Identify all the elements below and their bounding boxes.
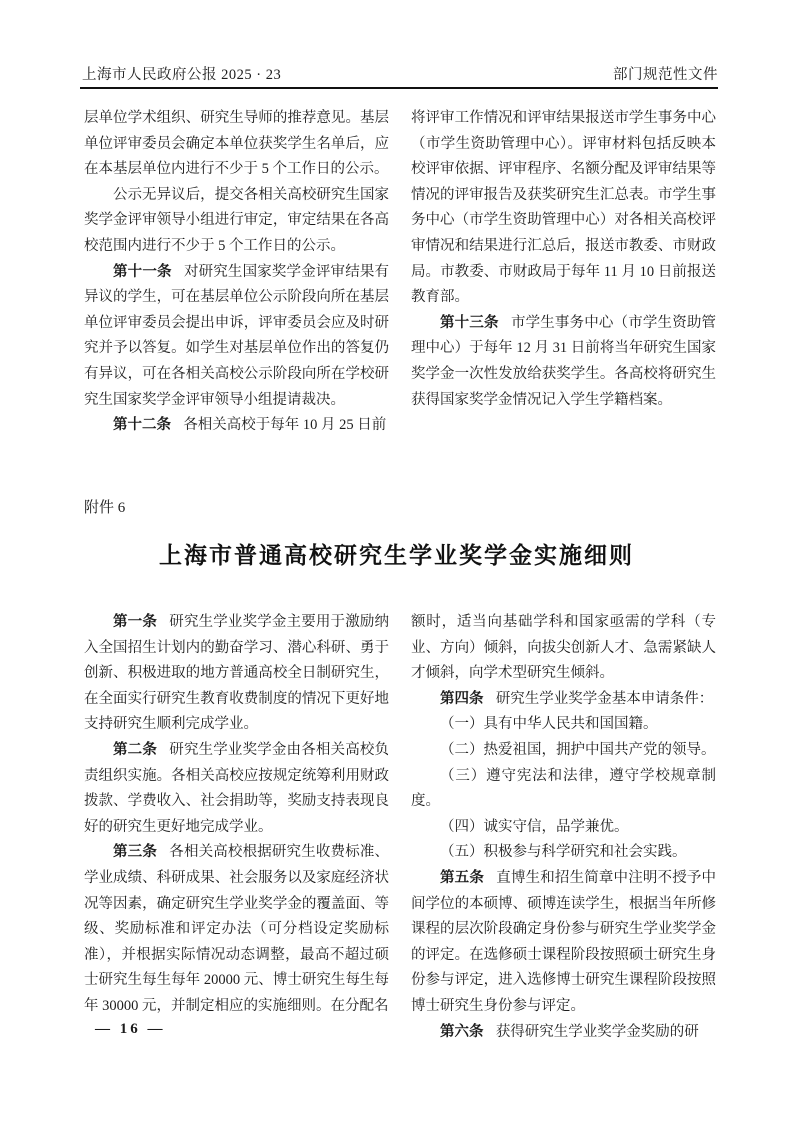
- paragraph-text: 层单位学术组织、研究生导师的推荐意见。基层单位评审委员会确定本单位获奖学生名单后，应在本基层单位内进行不少于 5 个工作日的公示。: [84, 110, 389, 178]
- article-number: 第四条: [440, 690, 484, 707]
- paragraph-text: 市学生事务中心（市学生资助管理中心）于每年 12 月 31 日前将当年研究生国家奖学金一次性发放给获奖学生。各高校将研究生获得国家奖学金情况记入学生学籍档案。: [411, 314, 717, 408]
- page-number: — 16 —: [95, 1021, 166, 1037]
- top-text-section: [84, 106, 716, 439]
- paragraph-text: 将评审工作情况和评审结果报送市学生事务中心（市学生资助管理中心）。评审材料包括反映本校评审依据、评审程序、名额分配及评审结果等情况的评审报告及获奖研究生汇总表。市学生事务中心（市学生资助管理中心）对各相关高校评审情况和结果进行汇总后，报送市教委、市财政局。市教委、市财政局于每年 11 月 10 日前报送教育部。: [411, 110, 716, 306]
- right-column: [411, 610, 716, 1045]
- paragraph: [411, 311, 716, 413]
- paragraph-text: 研究生学业奖学金主要用于激励纳入全国招生计划内的勤奋学习、潜心科研、勇于创新、积极进取的地方普通高校全日制研究生，在全面实行研究生教育收费制度的情况下更好地支持研究生顺利完成学业。: [84, 614, 390, 733]
- paragraph: [84, 840, 389, 1019]
- paragraph-text: （一）具有中华人民共和国国籍。: [440, 716, 658, 733]
- page-header: [82, 63, 718, 84]
- paragraph: [411, 106, 716, 311]
- article-number: 第一条: [113, 614, 157, 630]
- list-item: [411, 815, 716, 841]
- paragraph-text: （三）遵守宪法和法律，遵守学校规章制度。: [411, 767, 716, 810]
- list-item: [411, 840, 716, 866]
- paragraph: [84, 106, 389, 183]
- document-category-label: 部门规范性文件: [613, 67, 718, 83]
- list-item: [411, 764, 716, 815]
- paragraph-text: 各相关高校根据研究生收费标准、学业成绩、科研成果、社会服务以及家庭经济状况等因素，确定研究生学业奖学金的覆盖面、等级、奖励标准和评定办法（可分档设定奖励标准），并根据实际情况动态调整，最高不超过硕士研究生每生每年 20000 元、博士研究生每生每年 30000 元，并制定相应的实施细则。在分配名: [84, 844, 390, 1014]
- right-column: [411, 106, 716, 439]
- article-number: 第十一条: [113, 263, 172, 280]
- attachment-label: 附件 6: [84, 500, 126, 516]
- article-number: 第五条: [440, 869, 484, 886]
- paragraph: [411, 610, 716, 687]
- paragraph: [84, 260, 389, 414]
- paragraph: [411, 1020, 716, 1046]
- paragraph-text: （五）积极参与科学研究和社会实践。: [440, 844, 687, 861]
- paragraph-text: （四）诚实守信，品学兼优。: [440, 818, 629, 835]
- list-item: [411, 738, 716, 764]
- article-number: 第三条: [113, 844, 157, 861]
- article-number: 第六条: [440, 1023, 484, 1040]
- paragraph-text: （二）热爱祖国，拥护中国共产党的领导。: [440, 741, 716, 758]
- gazette-issue-title: 上海市人民政府公报 2025 · 23: [82, 67, 282, 83]
- paragraph-text: 各相关高校于每年 10 月 25 日前: [183, 417, 387, 434]
- paragraph: [411, 687, 716, 713]
- bottom-text-section: [84, 610, 716, 1045]
- paragraph: [84, 738, 389, 840]
- header-divider: [80, 87, 718, 89]
- article-number: 第二条: [113, 741, 157, 758]
- article-number: 第十二条: [113, 417, 171, 434]
- paragraph-text: 获得研究生学业奖学金奖励的研: [495, 1023, 699, 1040]
- document-title: 上海市普通高校研究生学业奖学金实施细则: [159, 542, 634, 568]
- article-number: 第十三条: [440, 314, 499, 331]
- paragraph: [411, 866, 716, 1020]
- paragraph: [84, 183, 389, 260]
- paragraph-text: 研究生学业奖学金由各相关高校负责组织实施。各相关高校应按规定统筹利用财政拨款、学费收入、社会捐助等，奖励支持表现良好的研究生更好地完成学业。: [84, 741, 390, 835]
- paragraph-text: 公示无异议后，提交各相关高校研究生国家奖学金评审领导小组进行审定，审定结果在各高校范围内进行不少于 5 个工作日的公示。: [84, 186, 389, 254]
- paragraph: [84, 610, 389, 738]
- left-column: [84, 610, 389, 1045]
- paragraph-text: 直博生和招生简章中注明不授予中间学位的本硕博、硕博连读学生，根据当年所修课程的层次阶段确定身份参与研究生学业奖学金的评定。在选修硕士课程阶段按照硕士研究生身份参与评定，进入选修博士研究生课程阶段按照博士研究生身份参与评定。: [411, 869, 717, 1014]
- paragraph-text: 额时，适当向基础学科和国家亟需的学科（专业、方向）倾斜，向拔尖创新人才、急需紧缺人才倾斜，向学术型研究生倾斜。: [411, 614, 716, 682]
- list-item: [411, 712, 716, 738]
- paragraph-text: 研究生学业奖学金基本申请条件：: [495, 690, 714, 707]
- paragraph-text: 对研究生国家奖学金评审结果有异议的学生，可在基层单位公示阶段向所在基层单位评审委员会提出申诉，评审委员会应及时研究并予以答复。如学生对基层单位作出的答复仍有异议，可在各相关高校公示阶段向所在学校研究生国家奖学金评审领导小组提请裁决。: [84, 263, 390, 408]
- left-column: [84, 106, 389, 439]
- paragraph: [84, 413, 389, 439]
